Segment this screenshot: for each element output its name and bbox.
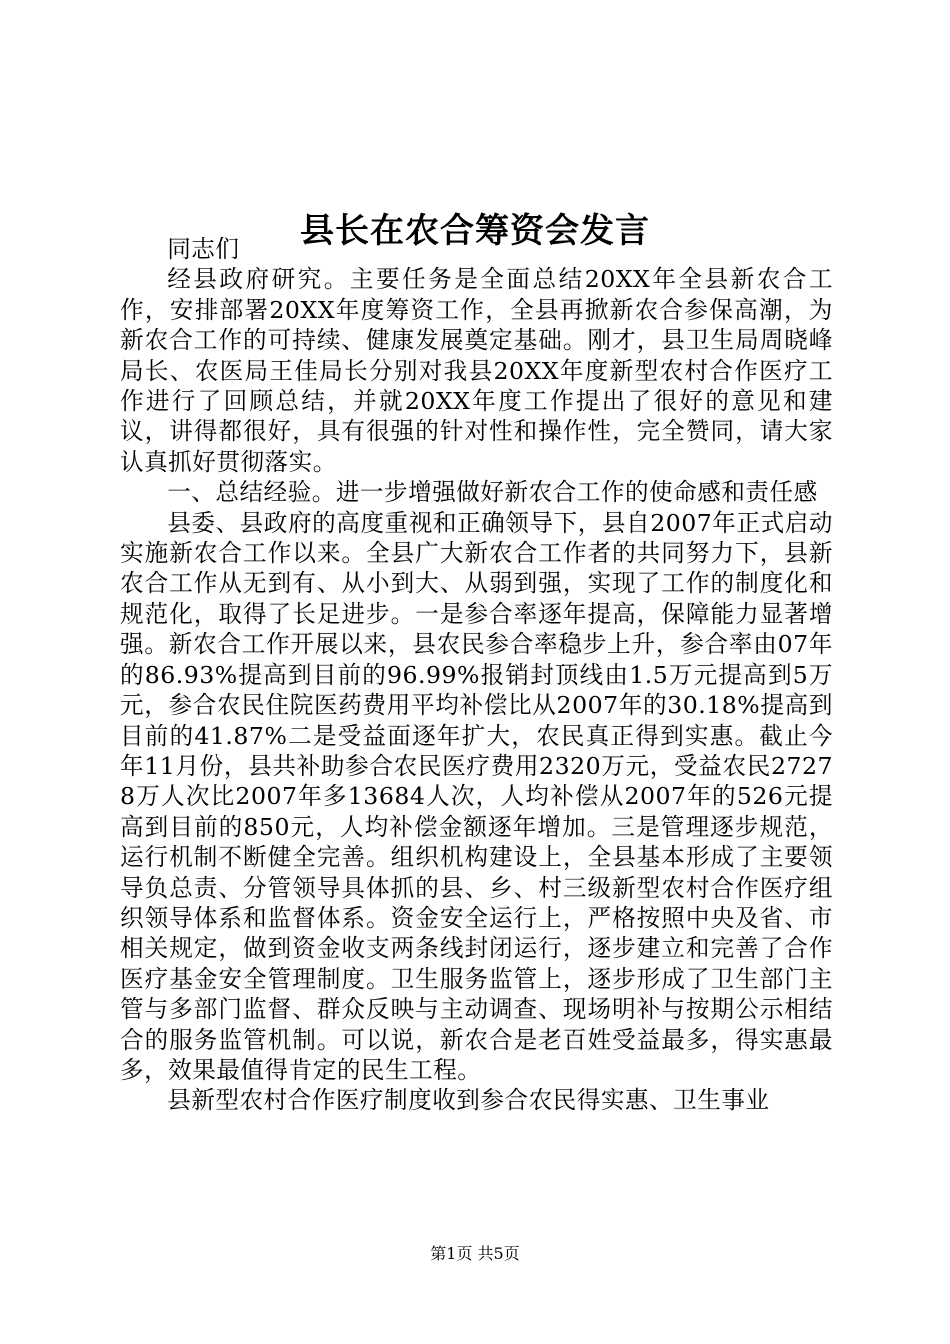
intro-paragraph: 经县政府研究。主要任务是全面总结20XX年全县新农合工作，安排部署20XX年度筹资工作，全县再掀新农合参保高潮，为新农合工作的可持续、健康发展奠定基础。刚才，县卫生局周晓峰局长、农医局王佳局长分别对我县20XX年度新型农村合作医疗工作进行了回顾总结，并就20XX年度工作提出了很好的意见和建议，讲得都很好，具有很强的针对性和操作性，完全赞同，请大家认真抓好贯彻落实。 (120, 265, 833, 476)
section-heading: 一、总结经验。进一步增强做好新农合工作的使命感和责任感 (167, 478, 818, 507)
document-title: 县长在农合筹资会发言 (300, 210, 650, 251)
body-paragraph: 县新型农村合作医疗制度收到参合农民得实惠、卫生事业 (167, 1086, 770, 1115)
body-paragraph: 县委、县政府的高度重视和正确领导下，县自2007年正式启动实施新农合工作以来。全县广大新农合工作者的共同努力下，县新农合工作从无到有、从小到大、从弱到强，实现了工作的制度化和规范化，取得了长足进步。一是参合率逐年提高，保障能力显著增强。新农合工作开展以来，县农民参合率稳步上升，参合率由07年的86.93%提高到目前的96.99%报销封顶线由1.5万元提高到5万元，参合农民住院医药费用平均补偿比从2007年的30.18%提高到目前的41.87%二是受益面逐年扩大，农民真正得到实惠。截止今年11月份，县共补助参合农民医疗费用2320万元，受益农民27278万人次比2007年多13684人次，人均补偿从2007年的526元提高到目前的850元，人均补偿金额逐年增加。三是管理逐步规范，运行机制不断健全完善。组织机构建设上，全县基本形成了主要领导负总责、分管领导具体抓的县、乡、村三级新型农村合作医疗组织领导体系和监督体系。资金安全运行上，严格按照中央及省、市相关规定，做到资金收支两条线封闭运行，逐步建立和完善了合作医疗基金安全管理制度。卫生服务监管上，逐步形成了卫生部门主管与多部门监督、群众反映与主动调查、现场明补与按期公示相结合的服务监管机制。可以说，新农合是老百姓受益最多，得实惠最多，效果最值得肯定的民生工程。 (120, 508, 833, 1084)
salutation-paragraph: 同志们 (167, 235, 240, 263)
page-number-footer: 第1页 共5页 (430, 1244, 520, 1263)
document-body (120, 234, 833, 1116)
